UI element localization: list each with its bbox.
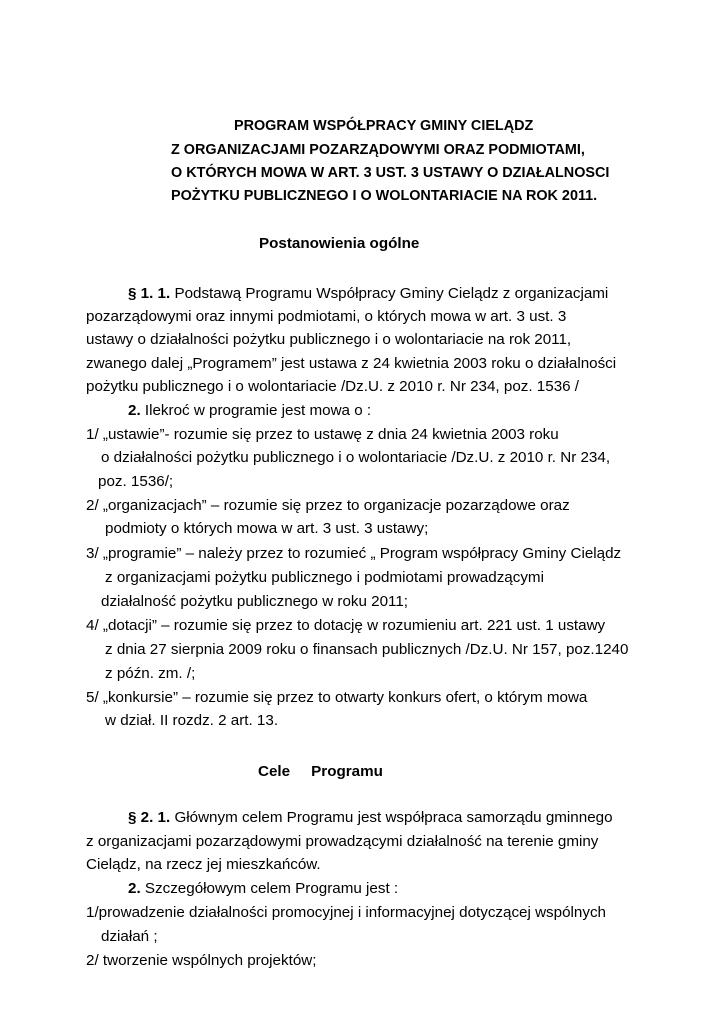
text-line: ustawy o działalności pożytku publicznego i o wolontariacie na rok 2011,	[86, 331, 572, 348]
paragraph-number: § 2. 1.	[128, 809, 171, 826]
paragraph-text: Głównym celem Programu jest współpraca samorządu gminnego	[170, 809, 613, 826]
paragraph-text: Ilekroć w programie jest mowa o :	[140, 402, 372, 419]
definition-line: z późn. zm. /;	[105, 665, 196, 682]
definition-line: z dnia 27 sierpnia 2009 roku o finansach publicznych /Dz.U. Nr 157, poz.1240	[105, 641, 629, 658]
definition-line: 4/ „dotacji” – rozumie się przez to dotację w rozumieniu art. 221 ust. 1 ustawy	[86, 617, 606, 634]
definition-line: 5/ „konkursie” – rozumie się przez to otwarty konkurs ofert, o którym mowa	[86, 689, 588, 706]
paragraph-2-1-first-line	[128, 810, 613, 825]
definition-line: 3/ „programie” – należy przez to rozumieć „ Program współpracy Gminy Cielądz	[86, 545, 622, 562]
text-line: Cielądz, na rzecz jej mieszkańców.	[86, 856, 321, 873]
title-line-3: O KTÓRYCH MOWA W ART. 3 UST. 3 USTAWY O DZIAŁALNOSCI	[171, 165, 610, 181]
text-line: pożytku publicznego i o wolontariacie /Dz.U. z 2010 r. Nr 234, poz. 1536 /	[86, 378, 580, 395]
definition-line: poz. 1536/;	[98, 473, 174, 490]
definition-line: podmioty o których mowa w art. 3 ust. 3 ustawy;	[105, 520, 429, 537]
definition-line: działalność pożytku publicznego w roku 2011;	[101, 593, 409, 610]
title-line-4: POŻYTKU PUBLICZNEGO I O WOLONTARIACIE NA ROK 2011.	[171, 188, 598, 204]
definition-line: z organizacjami pożytku publicznego i podmiotami prowadzącymi	[105, 569, 544, 586]
definition-line: 2/ „organizacjach” – rozumie się przez to organizacje pozarządowe oraz	[86, 497, 570, 514]
title-line-1: PROGRAM WSPÓŁPRACY GMINY CIELĄDZ	[234, 118, 534, 134]
goal-list-item: 1/prowadzenie działalności promocyjnej i informacyjnej dotyczącej wspólnych	[86, 904, 607, 921]
paragraph-1-2-line	[128, 403, 371, 418]
paragraph-text: Podstawą Programu Współpracy Gminy Cielądz z organizacjami	[170, 285, 609, 302]
text-line: zwanego dalej „Programem” jest ustawa z 24 kwietnia 2003 roku o działalności	[86, 355, 617, 372]
title-line-2: Z ORGANIZACJAMI POZARZĄDOWYMI ORAZ PODMIOTAMI,	[171, 142, 585, 158]
paragraph-number: 2.	[128, 402, 141, 419]
goal-list-item: działań ;	[101, 928, 158, 945]
text-line: pozarządowymi oraz innymi podmiotami, o których mowa w art. 3 ust. 3	[86, 308, 567, 325]
paragraph-text: Szczegółowym celem Programu jest :	[140, 880, 399, 897]
definition-line: 1/ „ustawie”- rozumie się przez to ustawę z dnia 24 kwietnia 2003 roku	[86, 426, 559, 443]
paragraph-2-2-line	[128, 881, 398, 896]
paragraph-1-1-first-line	[128, 286, 608, 301]
definition-line: w dział. II rozdz. 2 art. 13.	[105, 712, 279, 729]
section-heading-general: Postanowienia ogólne	[259, 235, 420, 252]
definition-line: o działalności pożytku publicznego i o wolontariacie /Dz.U. z 2010 r. Nr 234,	[101, 449, 611, 466]
paragraph-number: 2.	[128, 880, 141, 897]
section-heading-goals: Cele Programu	[258, 763, 383, 780]
paragraph-number: § 1. 1.	[128, 285, 171, 302]
goal-list-item: 2/ tworzenie wspólnych projektów;	[86, 952, 317, 969]
text-line: z organizacjami pozarządowymi prowadzącymi działalność na terenie gminy	[86, 833, 599, 850]
